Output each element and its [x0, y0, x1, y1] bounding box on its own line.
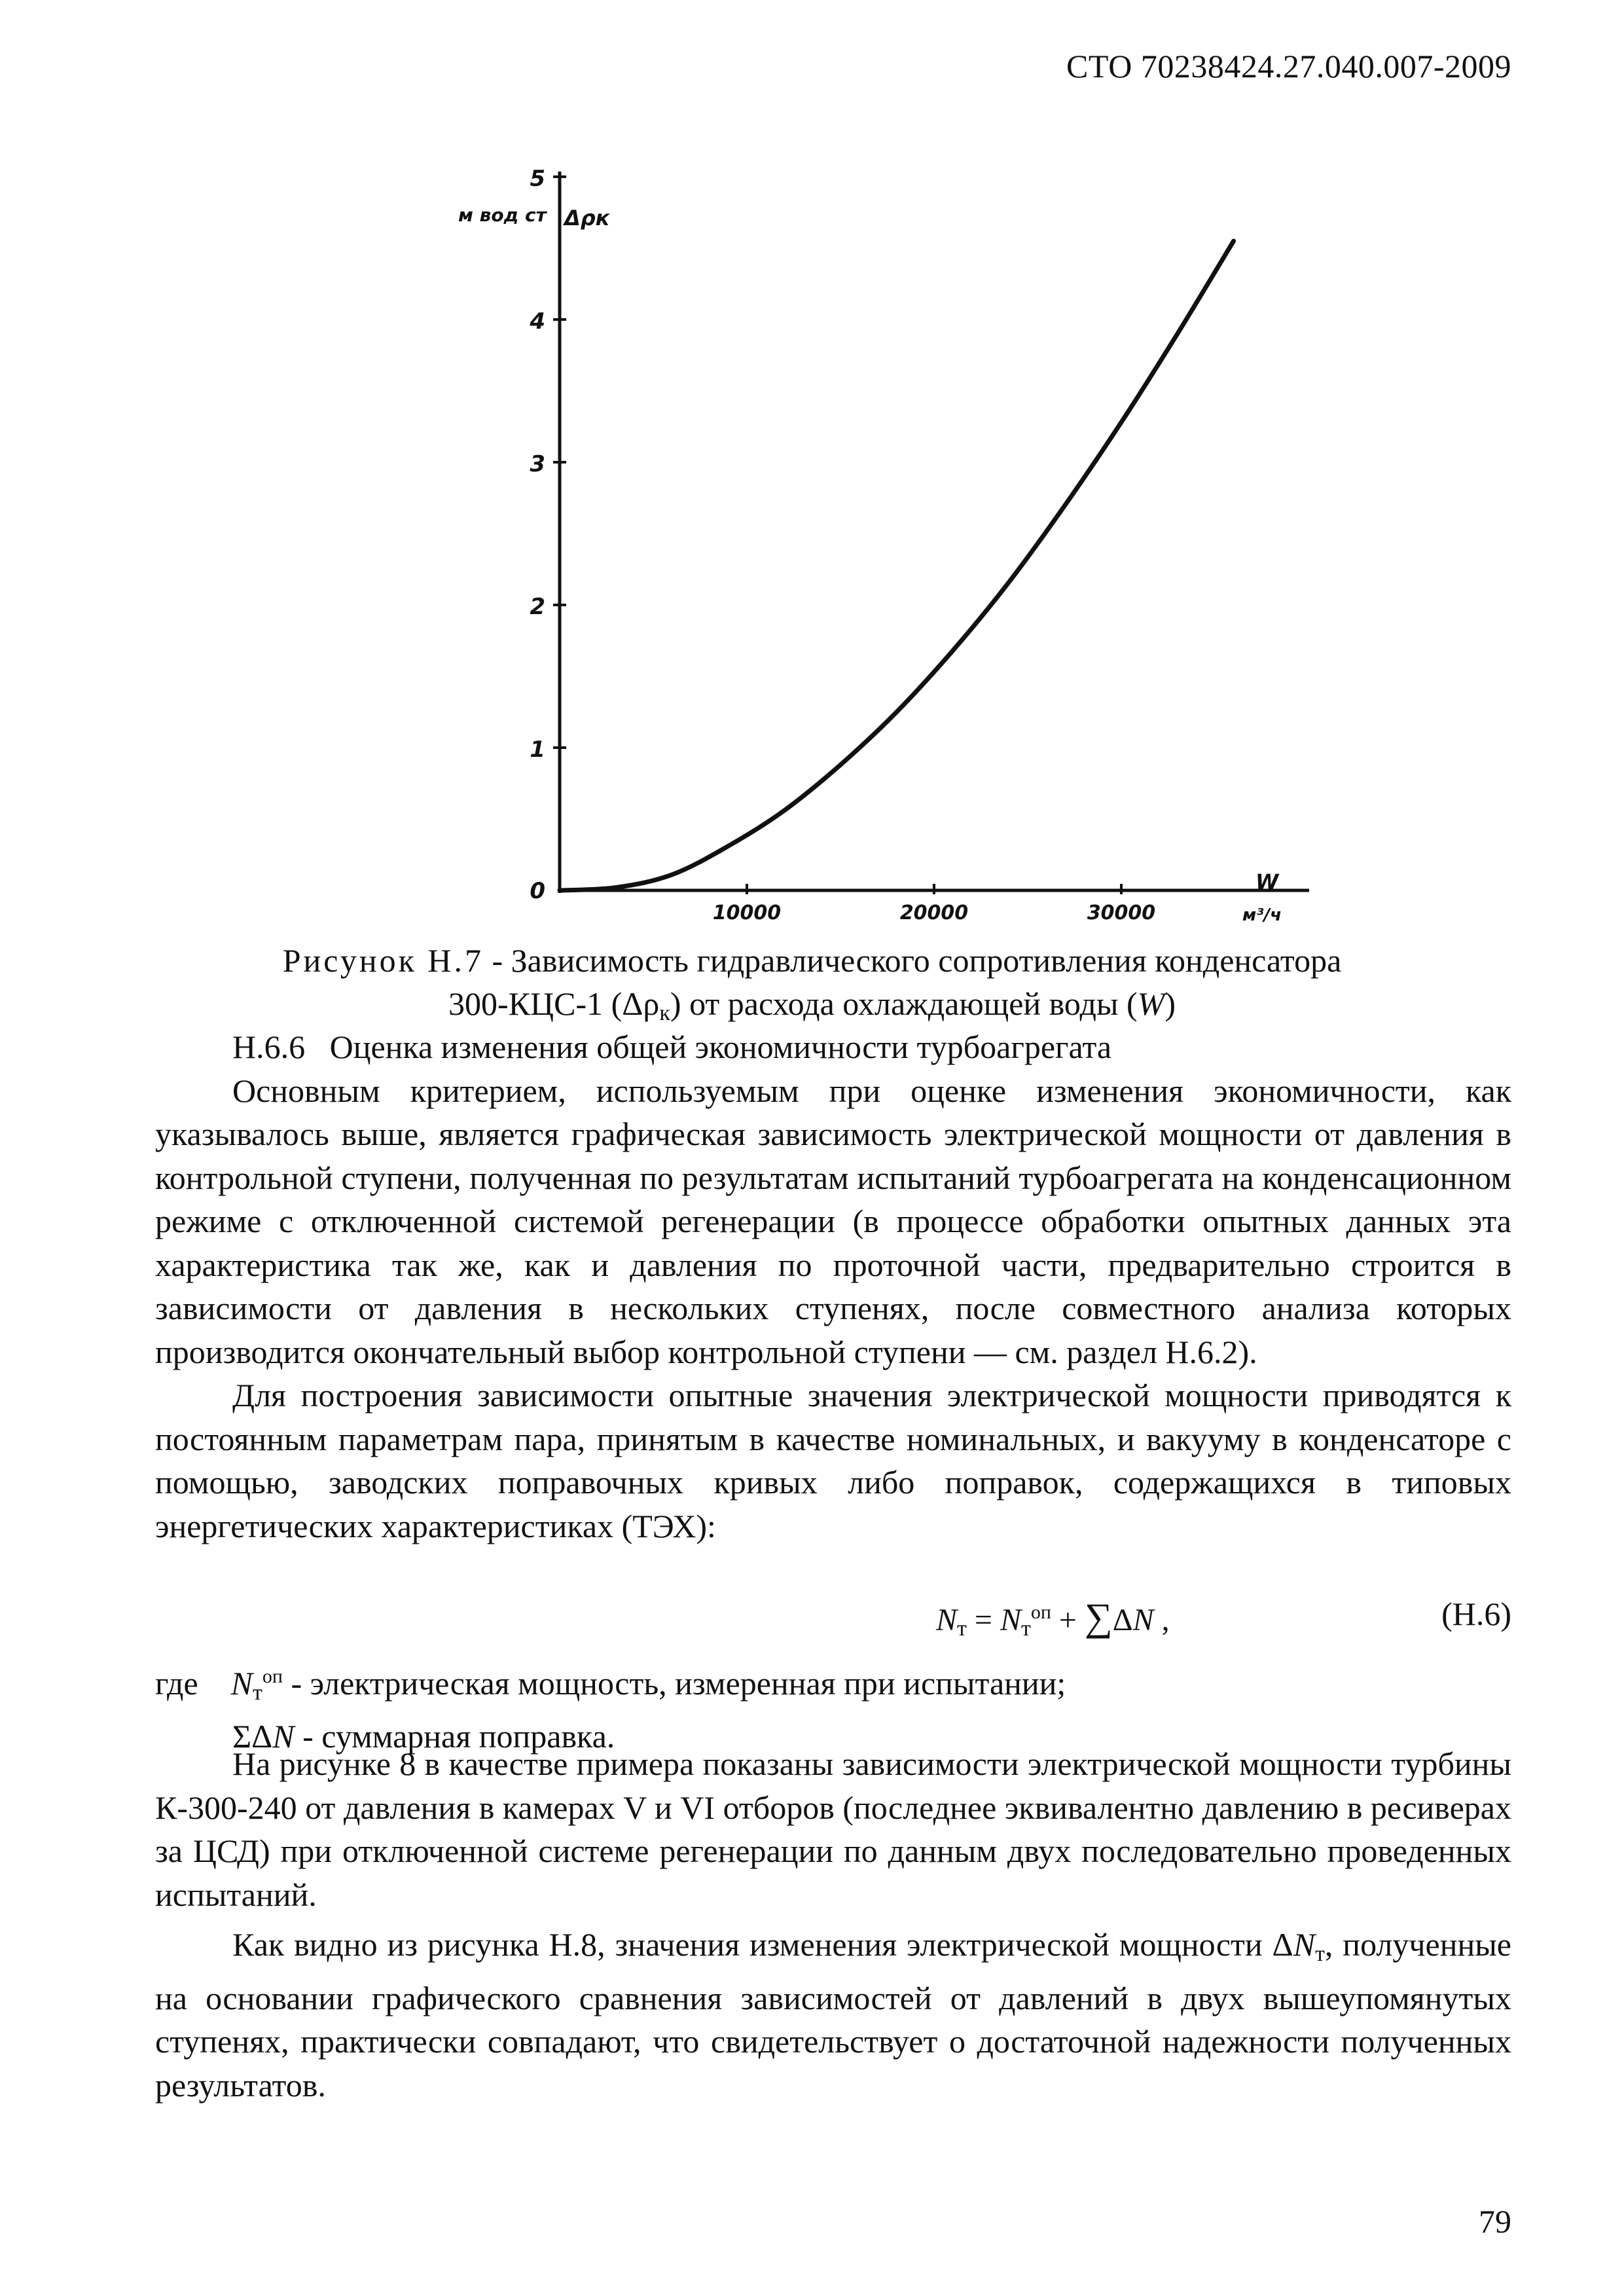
- definition-2-text: - суммарная поправка.: [294, 1718, 615, 1755]
- paragraph-4-var: N: [1293, 1926, 1316, 1963]
- figure-h7: [0, 0, 1624, 943]
- chart-ticks: [529, 166, 1155, 924]
- section-body-top: [155, 1025, 1511, 1548]
- y-tick-label: 0: [530, 878, 545, 904]
- formula-delta: Δ: [1112, 1603, 1133, 1637]
- y-tick-label: 4: [530, 308, 545, 335]
- y-tick-label: 1: [530, 737, 545, 763]
- formula-rhs-var: N: [1000, 1603, 1021, 1637]
- y-axis-label: Δρк: [564, 206, 610, 230]
- x-axis-label: W: [1255, 869, 1279, 894]
- formula-delta-var: N: [1132, 1603, 1154, 1637]
- formula-rhs-sup: оп: [1030, 1601, 1051, 1623]
- x-tick-label: 20000: [899, 902, 969, 924]
- figure-caption-line-1: [0, 939, 1624, 982]
- section-number: Н.6.6: [232, 1029, 306, 1065]
- definition-1: [155, 1655, 1511, 1715]
- formula-equals: =: [966, 1603, 1000, 1637]
- definition-1-var: N: [230, 1665, 253, 1702]
- chart-axes: [558, 172, 1309, 893]
- formula-number: (Н.6): [1441, 1595, 1511, 1632]
- figure-caption-title-2c: ): [1164, 985, 1176, 1022]
- series-line-pressure-drop: [560, 241, 1234, 890]
- section-title: Оценка изменения общей экономичности турбоагрегата: [329, 1029, 1112, 1065]
- formula-lhs-var: N: [936, 1603, 958, 1637]
- x-tick-label: 10000: [712, 902, 782, 924]
- y-unit-label: м вод ст: [458, 204, 547, 226]
- formula-plus: +: [1051, 1603, 1085, 1637]
- definition-2-pre: ΣΔ: [232, 1718, 273, 1755]
- figure-caption-label: Рисунок Н.7: [282, 942, 484, 979]
- paragraph-4: [155, 1923, 1511, 2107]
- formula-rhs-sub: т: [1020, 1616, 1031, 1641]
- y-tick-label: 2: [530, 594, 545, 620]
- paragraph-4-post: , полученные на основании графического сравнения зависимостей от давлений в двух вышеупомянутых ступенях, практически совпадают, что свидетельствует о достаточной надежности полученных результатов.: [155, 1926, 1511, 2104]
- section-body-bottom: [155, 1742, 1511, 2107]
- definition-1-sup: оп: [262, 1666, 283, 1687]
- figure-caption-title-2b: ) от расхода охлаждающей воды (: [670, 985, 1138, 1022]
- y-tick-label: 5: [530, 166, 545, 192]
- formula-h6: [0, 1595, 1624, 1647]
- x-tick-label: 30000: [1087, 902, 1156, 924]
- formula-lhs-sub: т: [957, 1616, 967, 1641]
- page-number: 79: [1479, 2203, 1511, 2240]
- formula-sum: ∑: [1084, 1595, 1113, 1639]
- definition-1-sub: т: [253, 1681, 262, 1705]
- paragraph-1: Основным критерием, используемым при оценке изменения экономичности, как указывалось выше, является графическая зависимость электрической мощности от давления в контрольной ступени, полученная по результатам испытаний турбоагрегата на конденсационном режиме с отключенной системой регенерации (в процессе обработки опытных данных эта характеристика так же, как и давления по проточной части, предварительно строится в зависимости от давления в нескольких ступенях, после совместного анализа которых производится окончательный выбор контрольной ступени — см. раздел Н.6.2).: [155, 1072, 1511, 1370]
- figure-caption-subscript: к: [659, 1001, 670, 1025]
- formula-comma: ,: [1153, 1603, 1170, 1637]
- definition-2-var: N: [272, 1718, 295, 1755]
- paragraph-3: На рисунке 8 в качестве примера показаны зависимости электрической мощности турбины К-300-240 от давления в камерах V и VI отборов (последнее эквивалентно давлению в ресиверах за ЦСД) при отключенной системе регенерации по данным двух последовательно проведенных испытаний.: [155, 1745, 1511, 1913]
- paragraph-4-pre: Как видно из рисунка Н.8, значения изменения электрической мощности Δ: [232, 1926, 1293, 1963]
- definition-1-text: - электрическая мощность, измеренная при испытании;: [282, 1665, 1066, 1702]
- pressure-drop-chart: [0, 0, 1624, 943]
- section-heading: [155, 1025, 1511, 1069]
- formula-expression: [936, 1595, 1170, 1641]
- where-word: где: [155, 1665, 198, 1702]
- figure-caption-variable: W: [1137, 985, 1165, 1022]
- x-unit-label: м³/ч: [1242, 905, 1282, 925]
- document-code-header: СТО 70238424.27.040.007-2009: [1066, 48, 1511, 84]
- figure-caption-title-2a: 300-КЦС-1 (Δρ: [448, 985, 660, 1022]
- paragraph-2: Для построения зависимости опытные значения электрической мощности приводятся к постоянным параметрам пара, принятым в качестве номинальных, и вакууму в конденсаторе с помощью, заводских поправочных кривых либо поправок, содержащихся в типовых энергетических характеристиках (ТЭХ):: [155, 1377, 1511, 1544]
- paragraph-4-sub: т: [1315, 1942, 1325, 1966]
- figure-caption-title-1: - Зависимость гидравлического сопротивления конденсатора: [483, 942, 1342, 979]
- y-tick-label: 3: [530, 451, 545, 477]
